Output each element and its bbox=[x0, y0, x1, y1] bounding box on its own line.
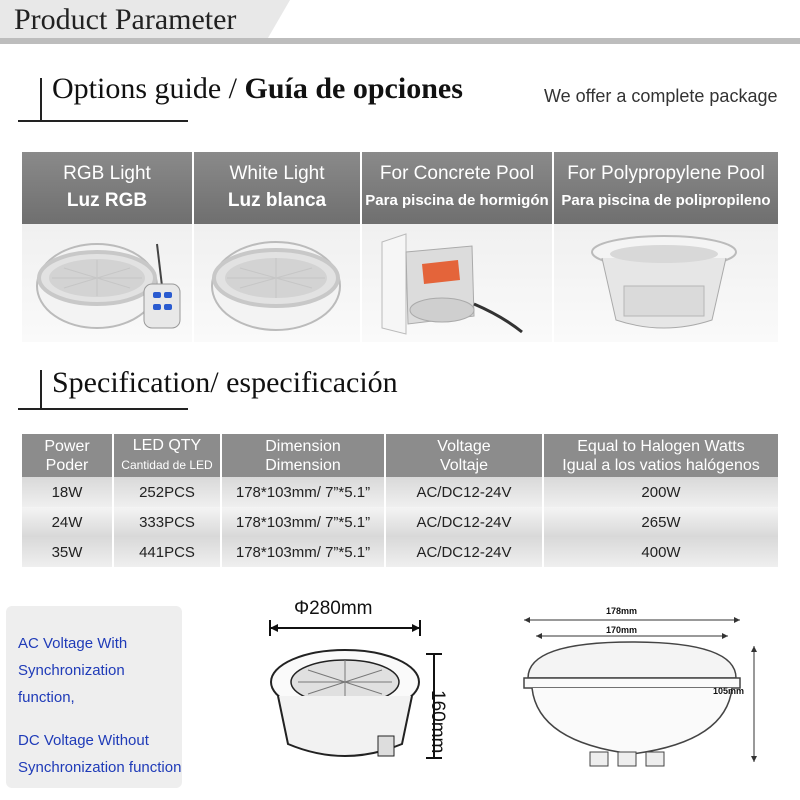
dc-note-line2: Synchronization function bbox=[18, 759, 182, 776]
spec-table bbox=[22, 434, 778, 567]
option-polypropylene-header bbox=[554, 152, 778, 224]
option-label-es: Para piscina de polipropileno bbox=[561, 192, 771, 209]
cell-power: 24W bbox=[22, 507, 114, 537]
cell-power: 35W bbox=[22, 537, 114, 567]
section-marker-horizontal bbox=[18, 120, 188, 122]
table-row bbox=[22, 507, 778, 537]
section-marker-vertical bbox=[40, 370, 42, 410]
spec-header-halogen bbox=[544, 434, 778, 477]
cell-led-qty: 252PCS bbox=[114, 477, 222, 507]
header-rule bbox=[0, 38, 800, 44]
cell-led-qty: 441PCS bbox=[114, 537, 222, 567]
cell-led-qty: 333PCS bbox=[114, 507, 222, 537]
cell-voltage: AC/DC12-24V bbox=[386, 507, 544, 537]
cell-voltage: AC/DC12-24V bbox=[386, 537, 544, 567]
header-es: Dimension bbox=[265, 456, 341, 474]
options-header-row bbox=[22, 152, 778, 224]
diameter-label: Φ280mm bbox=[294, 598, 373, 619]
spec-section-title: Specification/ especificación bbox=[52, 366, 398, 399]
spec-header-dimension bbox=[222, 434, 386, 477]
spec-header-voltage bbox=[386, 434, 544, 477]
cell-halogen: 265W bbox=[544, 507, 778, 537]
page-title: Product Parameter bbox=[14, 3, 237, 36]
header-en: LED QTY bbox=[132, 437, 202, 454]
ac-note-line1: AC Voltage With bbox=[18, 635, 128, 652]
cell-power: 18W bbox=[22, 477, 114, 507]
concrete-pool-image bbox=[362, 224, 554, 342]
options-title-en: Options guide / bbox=[52, 72, 245, 105]
option-rgb-header bbox=[22, 152, 194, 224]
options-image-row bbox=[22, 224, 778, 342]
header-bar bbox=[0, 0, 800, 44]
technical-drawing bbox=[518, 602, 768, 792]
width-178-label: 178mm bbox=[606, 606, 638, 616]
cell-halogen: 400W bbox=[544, 537, 778, 567]
option-label-en: For Concrete Pool bbox=[379, 163, 535, 184]
height-label: 160mm bbox=[427, 690, 448, 754]
option-label-es: Luz blanca bbox=[227, 190, 327, 211]
product-dimension-drawing bbox=[258, 596, 488, 796]
cell-dimension: 178*103mm/ 7”*5.1” bbox=[222, 537, 386, 567]
options-section-title bbox=[52, 72, 463, 106]
table-row bbox=[22, 537, 778, 567]
options-grid bbox=[22, 152, 778, 342]
option-white-header bbox=[194, 152, 362, 224]
cell-dimension: 178*103mm/ 7”*5.1” bbox=[222, 507, 386, 537]
width-170-label: 170mm bbox=[606, 625, 638, 635]
header-es: Poder bbox=[45, 456, 89, 474]
header-es: Cantidad de LED bbox=[121, 458, 213, 472]
polypropylene-pool-image bbox=[554, 224, 778, 342]
header-es: Voltaje bbox=[439, 456, 489, 474]
header-en: Voltage bbox=[437, 437, 491, 455]
header-en: Equal to Halogen Watts bbox=[577, 437, 745, 455]
header-en: Dimension bbox=[265, 437, 341, 455]
rgb-light-image bbox=[22, 224, 194, 342]
table-row bbox=[22, 477, 778, 507]
white-light-image bbox=[194, 224, 362, 342]
header-en: Power bbox=[44, 437, 90, 455]
options-title-es: Guía de opciones bbox=[244, 72, 463, 105]
section-marker-horizontal bbox=[18, 408, 188, 410]
dc-note-line1: DC Voltage Without bbox=[18, 732, 149, 749]
option-label-es: Para piscina de hormigón bbox=[365, 192, 549, 209]
cell-dimension: 178*103mm/ 7”*5.1” bbox=[222, 477, 386, 507]
option-label-en: For Polypropylene Pool bbox=[567, 163, 765, 184]
height-105-label: 105mm bbox=[713, 686, 745, 696]
spec-header-power bbox=[22, 434, 114, 477]
option-concrete-header bbox=[362, 152, 554, 224]
section-marker-vertical bbox=[40, 78, 42, 122]
option-label-es: Luz RGB bbox=[66, 190, 148, 211]
cell-voltage: AC/DC12-24V bbox=[386, 477, 544, 507]
spec-header-row bbox=[22, 434, 778, 477]
header-es: Igual a los vatios halógenos bbox=[562, 456, 760, 474]
option-label-en: White Light bbox=[229, 163, 325, 184]
option-label-en: RGB Light bbox=[63, 163, 151, 184]
spec-header-led-qty bbox=[114, 434, 222, 477]
voltage-note-box bbox=[6, 606, 182, 788]
cell-halogen: 200W bbox=[544, 477, 778, 507]
ac-note-line2: Synchronization function, bbox=[18, 662, 125, 706]
tagline: We offer a complete package bbox=[544, 86, 778, 106]
